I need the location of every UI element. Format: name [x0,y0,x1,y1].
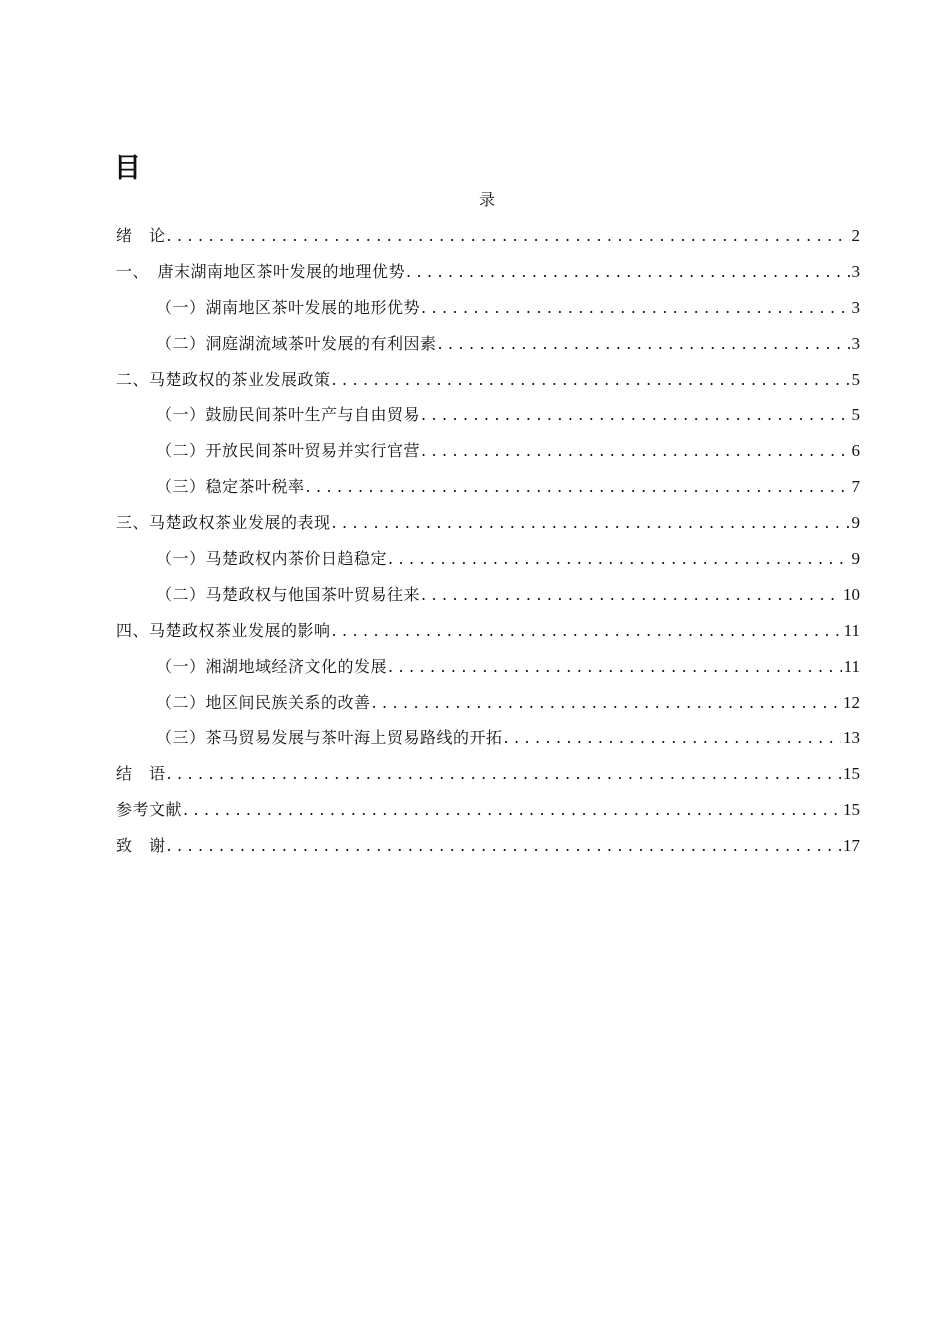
toc-entry[interactable] [116,689,860,725]
toc-entry-page: 9 [851,549,860,569]
toc-entry[interactable] [116,222,860,258]
dot-leader [421,294,849,322]
toc-entry[interactable] [116,294,860,330]
toc-entry-page: 3 [851,261,860,281]
toc-entry-page: 3 [851,333,860,353]
toc-entry[interactable] [116,724,860,760]
toc-entry-page: 12 [843,692,860,712]
dot-leader [372,689,841,717]
toc-entry-title: （三）稳定茶叶税率 [156,477,305,497]
toc-entry[interactable] [116,473,860,509]
toc-entry-page: 10 [843,584,860,604]
toc-entry[interactable] [116,796,860,832]
toc-entry[interactable] [116,330,860,366]
toc-entry[interactable] [116,258,860,294]
toc-entry-page: 6 [851,441,860,461]
toc-entry[interactable] [116,437,860,473]
dot-leader [421,581,841,609]
toc-entry-title: （一）鼓励民间茶叶生产与自由贸易 [156,405,421,425]
toc-entry-title: （一）湖南地区茶叶发展的地形优势 [156,297,421,317]
dot-leader [183,796,841,824]
toc-entry-page: 11 [843,620,860,640]
toc-entry-title: 绪 论 [116,226,166,245]
dot-leader [421,401,849,429]
dot-leader [438,330,850,358]
toc-entry-title: （二）地区间民族关系的改善 [156,692,371,712]
dot-leader [388,653,842,681]
toc-entry-title: 三、马楚政权茶业发展的表现 [116,513,331,533]
toc-entry-page: 17 [843,836,860,856]
toc-entry-title: 四、马楚政权茶业发展的影响 [116,620,331,640]
dot-leader [332,509,850,537]
toc-entry-page: 15 [843,800,860,820]
toc-heading-first-char: 目 [114,153,141,184]
toc-entry-page: 5 [851,405,860,425]
dot-leader [421,437,849,465]
toc-entry[interactable] [116,401,860,437]
table-of-contents [116,222,860,868]
toc-entry-title: 参考文献 [116,800,183,820]
toc-entry-title: 结 语 [116,764,166,784]
toc-entry-title: （二）马楚政权与他国茶叶贸易往来 [156,584,421,604]
dot-leader [332,617,842,645]
toc-entry[interactable] [116,366,860,402]
toc-entry-page: 7 [851,477,860,497]
toc-entry-title: （二）洞庭湖流域茶叶发展的有利因素 [156,333,437,353]
toc-entry[interactable] [116,760,860,796]
toc-entry[interactable] [116,653,860,689]
toc-entry-page: 9 [851,513,860,533]
dot-leader [167,832,841,860]
toc-entry-title: 致 谢 [116,836,166,856]
toc-entry-title: （一）马楚政权内茶价日趋稳定 [156,549,388,569]
toc-entry-title: 二、马楚政权的茶业发展政策 [116,369,331,389]
toc-entry-page: 3 [851,297,860,317]
toc-entry-page: 13 [843,728,860,748]
toc-entry-page: 5 [851,369,860,389]
toc-entry[interactable] [116,509,860,545]
toc-entry[interactable] [116,832,860,868]
dot-leader [388,545,849,573]
toc-entry-page: 11 [843,656,860,676]
toc-entry-title: （三）茶马贸易发展与茶叶海上贸易路线的开拓 [156,728,503,748]
toc-entry-page: 2 [851,226,860,245]
dot-leader [332,366,850,394]
dot-leader [504,724,841,752]
toc-entry[interactable] [116,545,860,581]
toc-entry-page: 15 [843,764,860,784]
dot-leader [167,222,850,250]
toc-entry-title: （二）开放民间茶叶贸易并实行官营 [156,441,421,461]
toc-entry[interactable] [116,581,860,617]
toc-entry[interactable] [116,617,860,653]
toc-heading-second-char: 录 [478,190,495,209]
dot-leader [167,760,841,788]
toc-entry-title: 一、 唐末湖南地区茶叶发展的地理优势 [116,261,406,281]
toc-entry-title: （一）湘湖地域经济文化的发展 [156,656,388,676]
dot-leader [406,258,849,286]
dot-leader [306,473,850,501]
